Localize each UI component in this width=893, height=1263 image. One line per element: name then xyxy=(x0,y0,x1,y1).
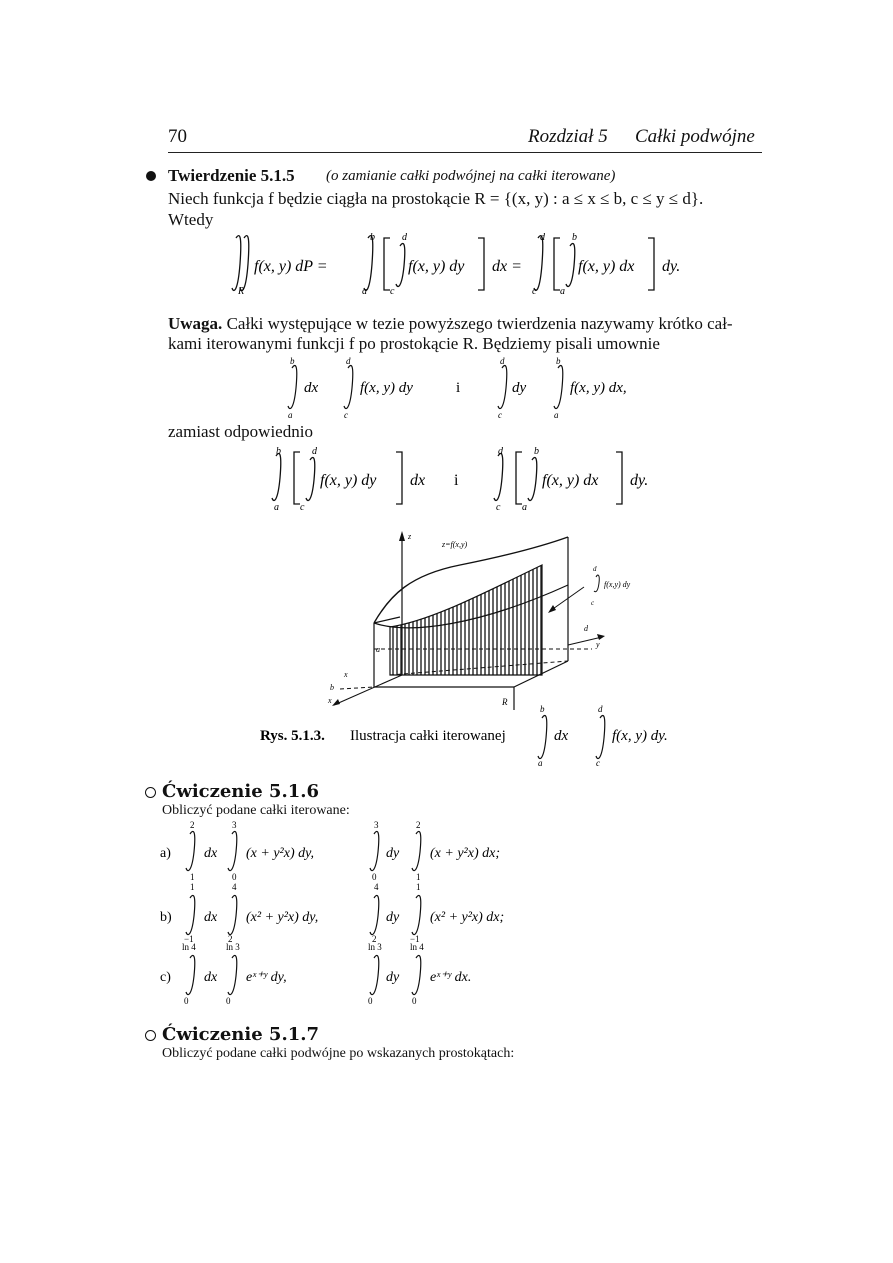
exercise1-integrals xyxy=(160,820,560,1020)
svg-text:x: x xyxy=(344,670,348,679)
svg-text:f(x, y) dx: f(x, y) dx xyxy=(542,472,599,489)
svg-text:f(x,y) dy: f(x,y) dy xyxy=(604,580,631,589)
svg-text:dx: dx xyxy=(204,970,218,985)
svg-text:a: a xyxy=(522,502,527,512)
svg-text:x: x xyxy=(328,696,332,705)
svg-text:z: z xyxy=(408,532,412,541)
svg-text:dx: dx xyxy=(410,472,426,489)
x-axis xyxy=(334,675,402,705)
svg-text:Ilustracja całki iterowanej: Ilustracja całki iterowanej xyxy=(350,728,506,744)
svg-text:(x + y²x) dx;: (x + y²x) dx; xyxy=(430,846,500,861)
exercise2-bullet-icon xyxy=(145,1030,156,1041)
remark-short-notation xyxy=(280,354,660,420)
svg-text:2: 2 xyxy=(190,820,195,830)
page-number: 70 xyxy=(168,126,187,147)
svg-text:c: c xyxy=(300,502,305,512)
svg-text:b: b xyxy=(540,704,545,714)
svg-text:1: 1 xyxy=(190,872,195,882)
svg-text:−1: −1 xyxy=(410,934,420,944)
svg-text:f(x, y) dx,: f(x, y) dx, xyxy=(570,380,627,396)
svg-text:2: 2 xyxy=(416,820,421,830)
svg-text:a: a xyxy=(288,410,293,420)
svg-text:c: c xyxy=(496,502,501,512)
svg-text:1: 1 xyxy=(416,882,421,892)
svg-text:ln 3: ln 3 xyxy=(368,942,382,952)
remark-long-notation xyxy=(262,442,662,512)
svg-text:b: b xyxy=(556,356,561,366)
svg-text:eˣ⁺ʸ dy,: eˣ⁺ʸ dy, xyxy=(246,970,287,985)
exercise-bullet-icon xyxy=(145,787,156,798)
svg-text:a: a xyxy=(376,645,380,654)
header-rule xyxy=(168,152,762,153)
svg-text:d: d xyxy=(593,565,597,573)
svg-text:f(x, y) dy: f(x, y) dy xyxy=(360,380,413,396)
remark-instead: zamiast odpowiednio xyxy=(168,422,313,441)
theorem-title: Twierdzenie 5.1.5 xyxy=(168,166,295,185)
svg-text:3: 3 xyxy=(374,820,379,830)
svg-text:dy: dy xyxy=(386,970,400,985)
svg-text:f(x, y) dy.: f(x, y) dy. xyxy=(612,728,668,744)
svg-text:f(x, y) dy: f(x, y) dy xyxy=(408,258,465,275)
svg-text:a: a xyxy=(554,410,559,420)
svg-text:a): a) xyxy=(160,846,171,861)
svg-text:0: 0 xyxy=(368,996,373,1006)
exercise1-instruction: Obliczyć podane całki iterowane: xyxy=(162,803,350,818)
svg-text:a: a xyxy=(538,758,543,766)
svg-text:a: a xyxy=(560,286,565,297)
exercise2-title: Ćwiczenie 5.1.7 xyxy=(162,1024,320,1045)
svg-text:c: c xyxy=(596,758,600,766)
theorem-bullet-icon xyxy=(146,171,156,181)
svg-text:dx: dx xyxy=(204,846,218,861)
svg-text:c: c xyxy=(390,286,395,297)
svg-text:dx: dx xyxy=(554,728,569,744)
svg-text:(x² + y²x) dx;: (x² + y²x) dx; xyxy=(430,910,505,925)
svg-text:f(x, y) dy: f(x, y) dy xyxy=(320,472,377,489)
svg-text:−1: −1 xyxy=(184,934,194,944)
theorem-subtitle: (o zamianie całki podwójnej na całki iterowane) xyxy=(326,168,616,184)
svg-text:1: 1 xyxy=(190,882,195,892)
svg-text:eˣ⁺ʸ dx.: eˣ⁺ʸ dx. xyxy=(430,970,472,985)
svg-text:b): b) xyxy=(160,910,172,925)
svg-text:i: i xyxy=(454,472,459,489)
remark-line1: Uwaga. Całki występujące w tezie powyższego twierdzenia nazywamy krótko cał- xyxy=(168,314,733,333)
svg-text:4: 4 xyxy=(232,882,237,892)
svg-text:c: c xyxy=(532,286,537,297)
svg-text:0: 0 xyxy=(412,996,417,1006)
remark-line2: kami iterowanymi funkcji f po prostokącie R. Będziemy pisali umownie xyxy=(168,334,660,353)
svg-text:dx: dx xyxy=(304,380,319,396)
svg-text:d: d xyxy=(498,446,503,457)
chapter-title: Całki podwójne xyxy=(635,126,755,147)
svg-text:d: d xyxy=(584,624,588,633)
svg-text:d: d xyxy=(500,356,505,366)
svg-text:b: b xyxy=(572,232,577,243)
svg-text:c: c xyxy=(498,410,502,420)
svg-text:i: i xyxy=(456,380,461,396)
svg-text:y: y xyxy=(596,640,600,649)
svg-text:d: d xyxy=(598,704,603,714)
theorem-line2: Wtedy xyxy=(168,210,214,229)
svg-text:a: a xyxy=(362,286,367,297)
figure-caption xyxy=(260,704,680,766)
svg-text:z=f(x,y): z=f(x,y) xyxy=(442,540,468,549)
chapter-label: Rozdział 5 xyxy=(528,126,608,147)
svg-text:0: 0 xyxy=(372,872,377,882)
svg-text:d: d xyxy=(312,446,317,457)
theorem-formula xyxy=(220,228,710,300)
svg-text:d: d xyxy=(346,356,351,366)
svg-text:4: 4 xyxy=(374,882,379,892)
svg-text:dx =: dx = xyxy=(492,258,522,275)
svg-text:dy.: dy. xyxy=(662,258,681,275)
svg-text:dy: dy xyxy=(386,846,400,861)
exercise1-title: Ćwiczenie 5.1.6 xyxy=(162,781,320,802)
svg-text:d: d xyxy=(540,232,545,243)
svg-text:b: b xyxy=(276,446,281,457)
svg-text:2: 2 xyxy=(228,934,233,944)
iterated-integral-figure xyxy=(320,525,680,710)
svg-text:Rys. 5.1.3.: Rys. 5.1.3. xyxy=(260,728,325,744)
svg-text:3: 3 xyxy=(232,820,237,830)
svg-text:dy.: dy. xyxy=(630,472,649,489)
svg-text:b: b xyxy=(330,683,334,692)
svg-text:b: b xyxy=(290,356,295,366)
svg-text:c: c xyxy=(344,410,348,420)
f-lhs: f(x, y) dP = xyxy=(254,258,328,275)
svg-text:a: a xyxy=(274,502,279,512)
theorem-line1: Niech funkcja f będzie ciągła na prostokącie R = {(x, y) : a ≤ x ≤ b, c ≤ y ≤ d}. xyxy=(168,189,704,208)
svg-text:b: b xyxy=(534,446,539,457)
svg-text:dy: dy xyxy=(512,380,527,396)
svg-text:d: d xyxy=(402,232,407,243)
svg-text:c): c) xyxy=(160,970,171,985)
svg-text:dx: dx xyxy=(204,910,218,925)
svg-text:R: R xyxy=(502,697,508,707)
svg-text:1: 1 xyxy=(416,872,421,882)
svg-text:dy: dy xyxy=(386,910,400,925)
svg-text:f(x, y) dx: f(x, y) dx xyxy=(578,258,635,275)
svg-text:(x + y²x) dy,: (x + y²x) dy, xyxy=(246,846,315,861)
svg-text:R: R xyxy=(238,286,245,297)
svg-text:ln 4: ln 4 xyxy=(410,942,424,952)
svg-text:0: 0 xyxy=(232,872,237,882)
svg-text:2: 2 xyxy=(372,934,377,944)
svg-text:(x² + y²x) dy,: (x² + y²x) dy, xyxy=(246,910,319,925)
svg-text:b: b xyxy=(370,232,375,243)
svg-text:0: 0 xyxy=(226,996,231,1006)
svg-text:0: 0 xyxy=(184,996,189,1006)
svg-text:c: c xyxy=(591,599,595,607)
svg-text:ln 3: ln 3 xyxy=(226,942,240,952)
svg-text:ln 4: ln 4 xyxy=(182,942,196,952)
exercise2-instruction: Obliczyć podane całki podwójne po wskazanych prostokątach: xyxy=(162,1046,515,1061)
